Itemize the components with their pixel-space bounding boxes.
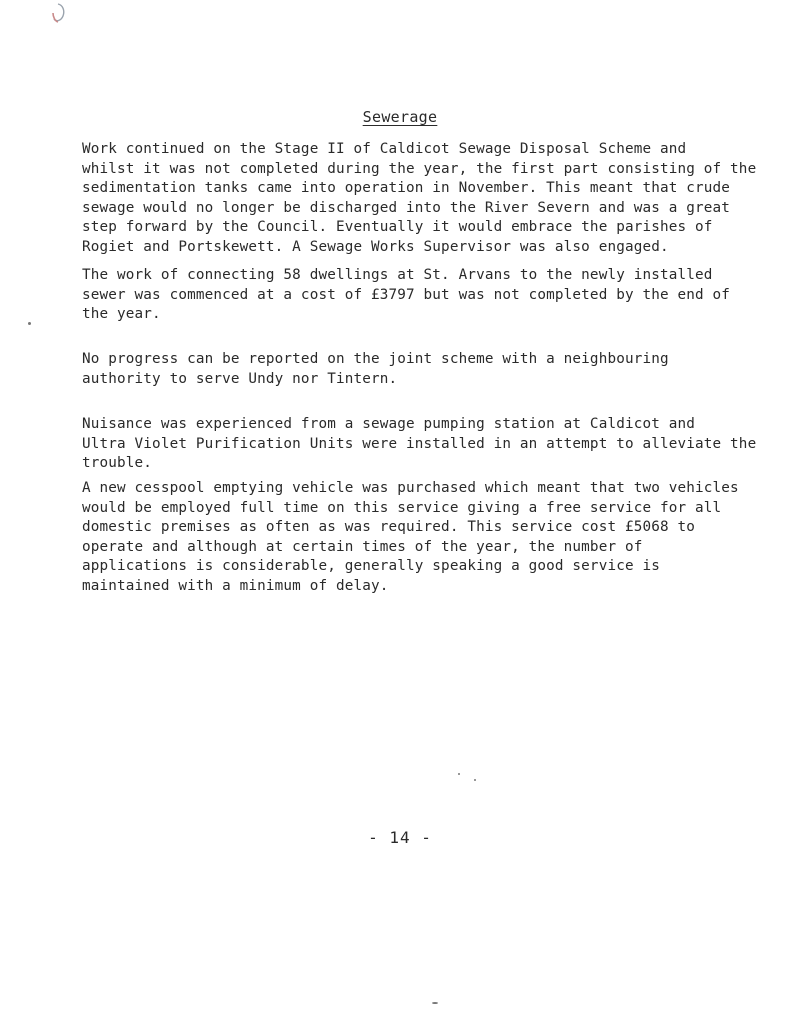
paragraph-cesspool-vehicle: A new cesspool emptying vehicle was purchased which meant that two vehicles would be employed full time on this service giving a free service for all domestic premises as often as was required. This service cost £5068 to operate and although at certain times of the year, the number of applications is considerable, generally speaking a good service is maintained with a minimum of delay. bbox=[82, 480, 739, 594]
page-corner-mark-icon bbox=[49, 2, 67, 24]
page-number: - 14 - bbox=[368, 828, 432, 847]
scan-speck bbox=[432, 1002, 438, 1004]
paragraph-joint-scheme: No progress can be reported on the joint scheme with a neighbouring authority to serve Undy nor Tintern. bbox=[82, 351, 669, 387]
paragraph-stage-two-scheme: Work continued on the Stage II of Caldicot Sewage Disposal Scheme and whilst it was not completed during the year, the first part consisting of the sedimentation tanks came into operation in November. This meant that crude sewage would no longer be discharged into the River Severn and was a great step forward by the Council. Eventually it would embrace the parishes of Rogiet and Portskewett. A Sewage Works Supervisor was also engaged. bbox=[82, 141, 757, 255]
scan-speck bbox=[474, 779, 476, 781]
scan-speck bbox=[28, 322, 31, 325]
paragraph-pumping-station-nuisance: Nuisance was experienced from a sewage pumping station at Caldicot and Ultra Violet Purification Units were installed in an attempt to alleviate the trouble. bbox=[82, 416, 757, 471]
page-title: Sewerage bbox=[362, 108, 438, 126]
scan-speck bbox=[458, 773, 460, 775]
paragraph-st-arvans-sewer: The work of connecting 58 dwellings at St. Arvans to the newly installed sewer was commenced at a cost of £3797 but was not completed by the end of the year. bbox=[82, 267, 731, 322]
